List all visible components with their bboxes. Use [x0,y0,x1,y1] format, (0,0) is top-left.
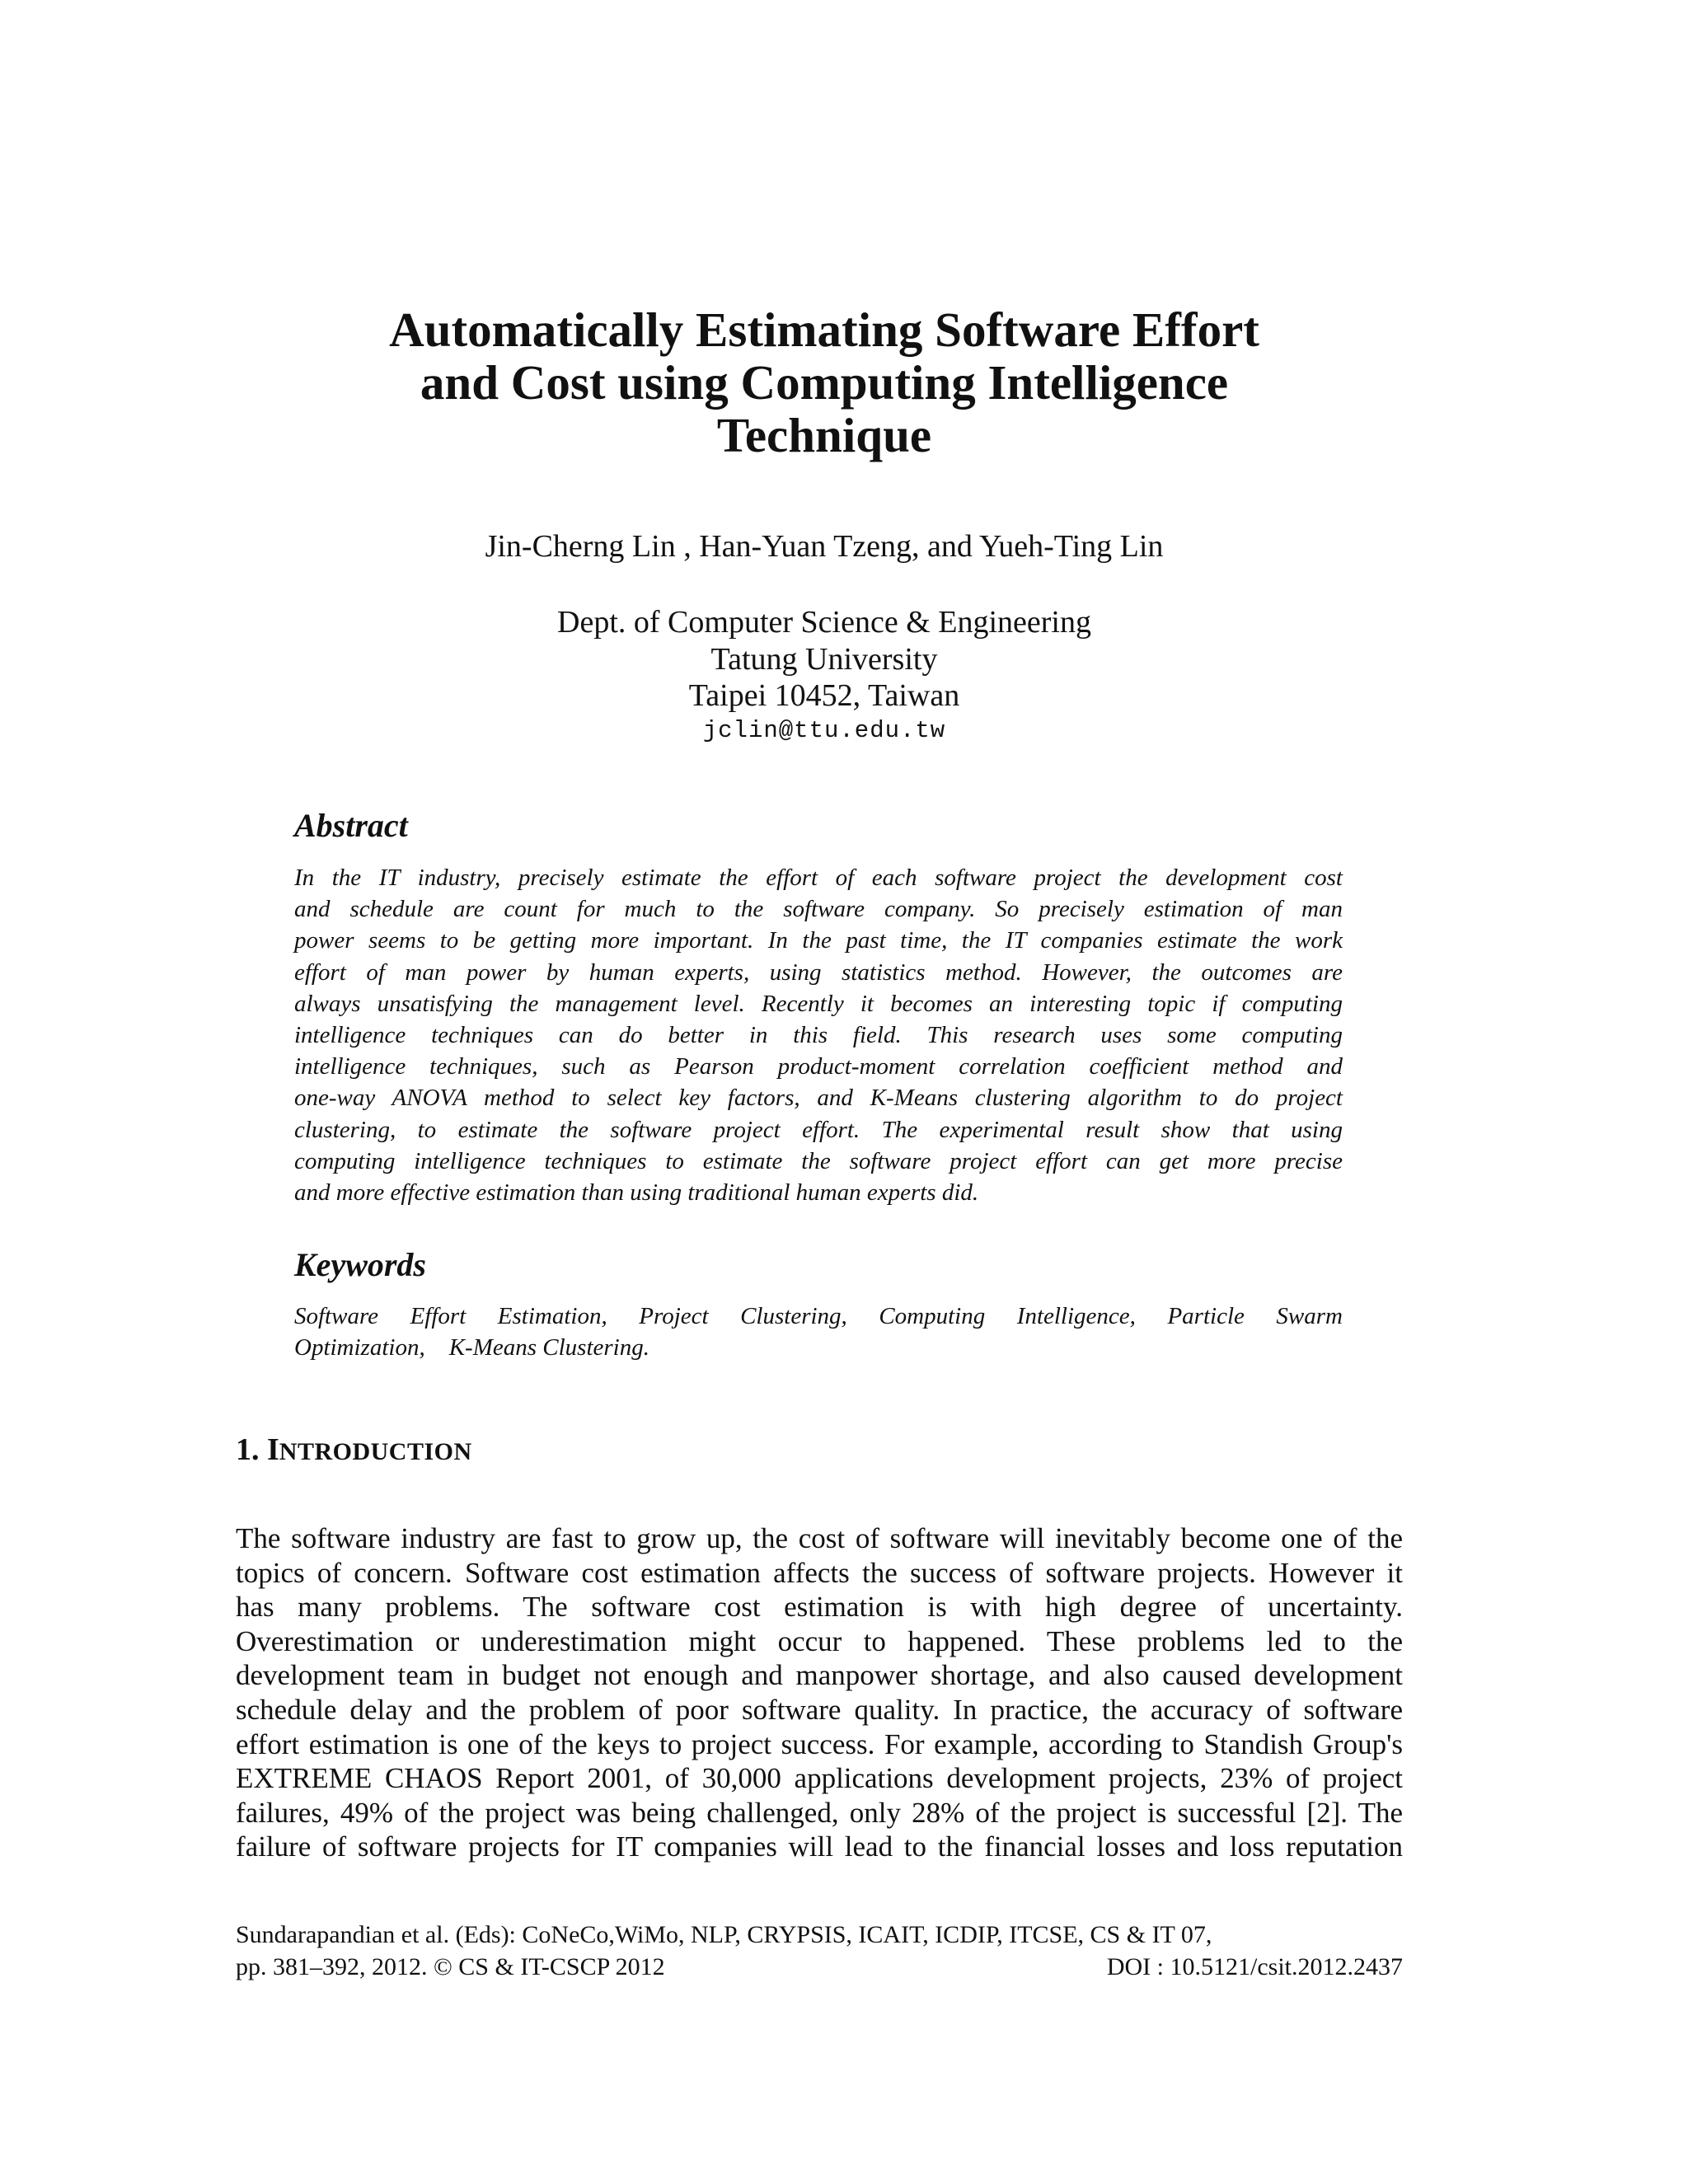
abstract-line: In the IT industry, precisely estimate the effort of each software project the development cost [294,865,1343,891]
introduction-line: The software industry are fast to grow up, the cost of software will inevitably become one of the [236,1522,1403,1554]
abstract-body [294,862,1343,1208]
introduction-line: EXTREME CHAOS Report 2001, of 30,000 applications development projects, 23% of project [236,1762,1403,1795]
affiliation-city: Taipei 10452, Taiwan [688,678,960,713]
title-line: Automatically Estimating Software Effort [389,302,1259,357]
affiliation-block [247,604,1401,748]
introduction-line: effort estimation is one of the keys to project success. For example, according to Standish Group's [236,1727,1403,1760]
abstract-line: one-way ANOVA method to select key factors, and K-Means clustering algorithm to do project [294,1085,1343,1112]
affiliation-university: Tatung University [710,641,938,677]
keywords-body [294,1301,1343,1363]
keywords-heading: Keywords [294,1246,426,1283]
title-line: and Cost using Computing Intelligence [420,355,1229,410]
introduction-heading [236,1431,472,1471]
footer-row [236,1951,1403,1983]
abstract-line: and more effective estimation than using traditional human experts did. [294,1179,979,1206]
abstract-line: and schedule are count for much to the software company. So precisely estimation of man [294,896,1343,923]
introduction-line: schedule delay and the problem of poor software quality. In practice, the accuracy of software [236,1693,1403,1726]
footer-row [236,1919,1403,1951]
introduction-line: failure of software projects for IT companies will lead to the financial losses and loss reputation [236,1830,1403,1863]
abstract-heading: Abstract [294,807,408,844]
introduction-line: development team in budget not enough and manpower shortage, and also caused development [236,1659,1403,1692]
section-title-initial: I [267,1432,279,1467]
section-title-rest: NTRODUCTION [279,1438,472,1465]
abstract-line: computing intelligence techniques to estimate the software project effort can get more precise [294,1147,1343,1174]
abstract-line: always unsatisfying the management level. Recently it becomes an interesting topic if computing [294,990,1343,1017]
author-list: Jin-Cherng Lin , Han-Yuan Tzeng, and Yueh-Ting Lin [485,529,1164,564]
footer-proceedings: Sundarapandian et al. (Eds): CoNeCo,WiMo, NLP, CRYPSIS, ICAIT, ICDIP, ITCSE, CS & IT 07, [236,1921,1212,1948]
introduction-body [236,1521,1403,1864]
section-number: 1. [236,1432,267,1467]
abstract-line: power seems to be getting more important. In the past time, the IT companies estimate the work [294,927,1343,954]
abstract-line: intelligence techniques can do better in this field. This research uses some computing [294,1021,1343,1048]
abstract-line: effort of man power by human experts, using statistics method. However, the outcomes are [294,958,1343,986]
paper-title [247,303,1401,462]
affiliation-dept: Dept. of Computer Science & Engineering [557,605,1091,640]
abstract-line: clustering, to estimate the software project effort. The experimental result show that using [294,1116,1343,1143]
keywords-line: Software Effort Estimation, Project Clustering, Computing Intelligence, Particle Swarm [294,1303,1343,1329]
author-email: jclin@ttu.edu.tw [702,716,946,744]
footer-doi: DOI : 10.5121/csit.2012.2437 [1106,1953,1403,1980]
introduction-line: failures, 49% of the project was being challenged, only 28% of the project is successful [2]. The [236,1796,1403,1829]
footer-pages-copyright: pp. 381–392, 2012. © CS & IT-CSCP 2012 [236,1953,665,1980]
title-line: Technique [716,408,932,462]
introduction-line: has many problems. The software cost estimation is with high degree of uncertainty. [236,1591,1403,1624]
introduction-line: topics of concern. Software cost estimation affects the success of software projects. However it [236,1556,1403,1589]
page-footer [236,1919,1403,1983]
keywords-line: Optimization, K-Means Clustering. [294,1334,649,1361]
introduction-line: Overestimation or underestimation might occur to happened. These problems led to the [236,1624,1403,1657]
abstract-line: intelligence techniques, such as Pearson product-moment correlation coefficient method and [294,1053,1343,1080]
